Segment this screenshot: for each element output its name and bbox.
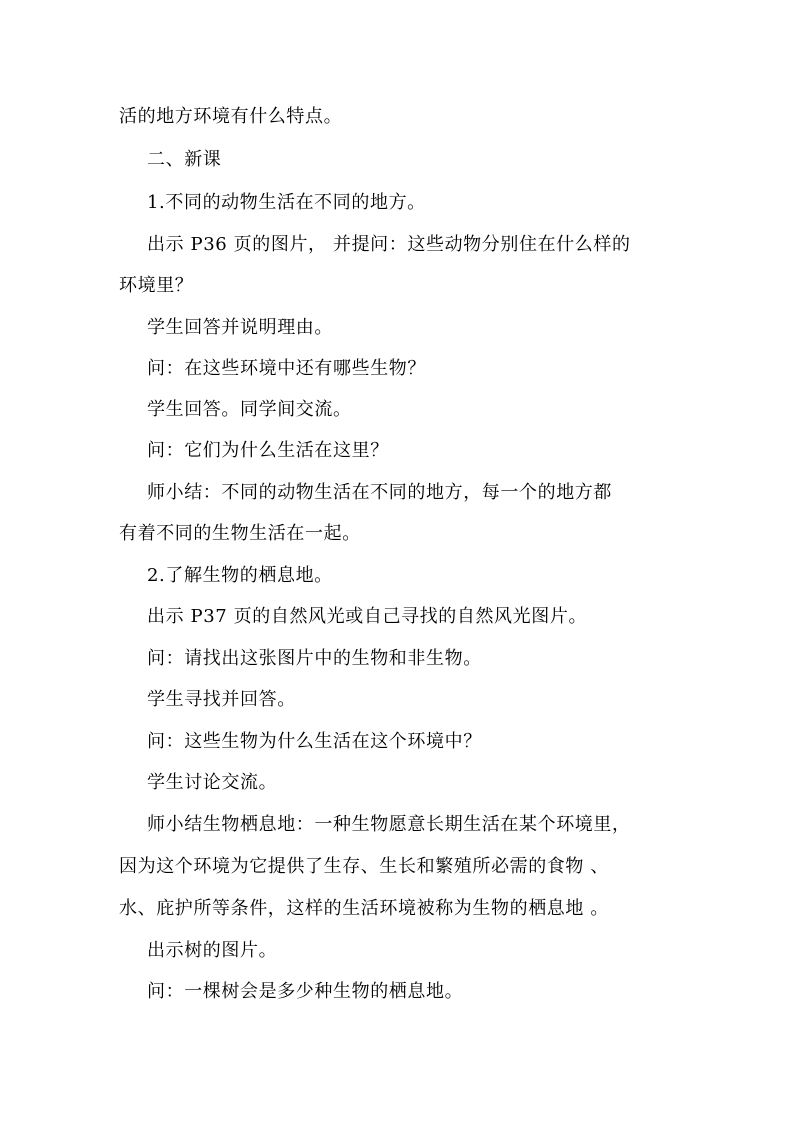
paragraph-line: 问：在这些环境中还有哪些生物？ bbox=[147, 358, 426, 379]
paragraph-line: 因为这个环境为它提供了生存、生长和繁殖所必需的食物 、 bbox=[119, 856, 609, 877]
paragraph-line: 师小结生物栖息地：一种生物愿意长期生活在某个环境里， bbox=[147, 814, 631, 835]
paragraph-line: 问：请找出这张图片中的生物和非生物。 bbox=[147, 648, 482, 669]
paragraph-line: 活的地方环境有什么特点。 bbox=[119, 106, 343, 127]
paragraph-line: 学生回答。同学间交流。 bbox=[147, 399, 352, 420]
paragraph-line: 学生寻找并回答。 bbox=[147, 689, 296, 710]
subsection-heading: 1.不同的动物生活在不同的地方。 bbox=[147, 192, 426, 213]
paragraph-line: 问：它们为什么生活在这里？ bbox=[147, 440, 389, 461]
paragraph-line: 出示 P36 页的图片， 并提问：这些动物分别住在什么样的 bbox=[147, 234, 631, 255]
paragraph-line: 师小结：不同的动物生活在不同的地方，每一个的地方都 bbox=[147, 482, 612, 503]
paragraph-line: 水、庇护所等条件，这样的生活环境被称为生物的栖息地 。 bbox=[119, 898, 609, 919]
paragraph-line: 学生回答并说明理由。 bbox=[147, 317, 333, 338]
subsection-heading: 2.了解生物的栖息地。 bbox=[147, 565, 333, 586]
paragraph-line: 问：一棵树会是多少种生物的栖息地。 bbox=[147, 981, 464, 1002]
paragraph-line: 学生讨论交流。 bbox=[147, 772, 278, 793]
paragraph-line: 出示 P37 页的自然风光或自己寻找的自然风光图片。 bbox=[147, 606, 588, 627]
section-heading: 二、新课 bbox=[147, 149, 222, 170]
paragraph-line: 问：这些生物为什么生活在这个环境中？ bbox=[147, 731, 482, 752]
paragraph-line: 出示树的图片。 bbox=[147, 940, 278, 961]
paragraph-line: 环境里？ bbox=[119, 275, 194, 296]
paragraph-line: 有着不同的生物生活在一起。 bbox=[119, 523, 361, 544]
